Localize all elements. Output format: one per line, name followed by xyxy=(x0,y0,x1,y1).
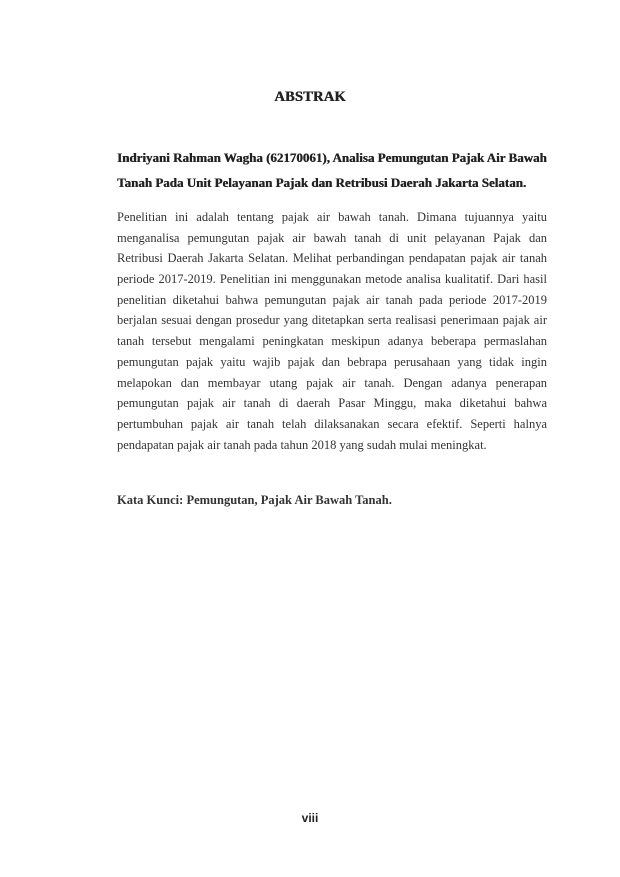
abstract-line: tanah tersebut mengalami peningkatan meskipun adanya beberapa permaslahan xyxy=(117,334,547,349)
abstract-line: penelitian diketahui bahwa pemungutan pajak air tanah pada periode 2017-2019 xyxy=(117,292,547,307)
abstract-line: melapokan dan membayar utang pajak air tanah. Dengan adanya penerapan xyxy=(117,375,547,390)
title-text: ABSTRAK xyxy=(274,89,346,105)
abstract-line: menganalisa pemungutan pajak air bawah tanah di unit pelayanan Pajak dan xyxy=(117,230,547,245)
page-number: viii xyxy=(301,811,319,825)
abstract-line: pendapatan pajak air tanah pada tahun 2018 yang sudah mulai meningkat. xyxy=(117,437,487,452)
abstract-line: pertumbuhan pajak air tanah telah dilaksanakan secara efektif. Seperti halnya xyxy=(117,416,547,431)
keywords: Kata Kunci: Pemungutan, Pajak Air Bawah Tanah. xyxy=(117,493,392,507)
abstract-body xyxy=(117,207,547,455)
abstract-line: pemungutan pajak air tanah di daerah Pasar Minggu, maka diketahui bahwa xyxy=(117,396,547,411)
byline-line-2: Tanah Pada Unit Pelayanan Pajak dan Retribusi Daerah Jakarta Selatan. xyxy=(117,175,527,190)
byline-line-1: Indriyani Rahman Wagha (62170061), Analisa Pemungutan Pajak Air Bawah xyxy=(117,150,547,165)
abstract-line: Penelitian ini adalah tentang pajak air bawah tanah. Dimana tujuannya yaitu xyxy=(117,210,547,224)
page-title xyxy=(0,89,620,106)
abstract-line: pemungutan pajak yaitu wajib pajak dan bebrapa perusahaan yang tidak ingin xyxy=(117,354,547,369)
author-byline xyxy=(117,145,547,195)
abstract-line: berjalan sesuai dengan prosedur yang ditetapkan serta realisasi penerimaan pajak air xyxy=(117,313,547,328)
abstract-line: periode 2017-2019. Penelitian ini menggunakan metode analisa kualitatif. Dari hasil xyxy=(117,272,547,287)
abstract-line: Retribusi Daerah Jakarta Selatan. Melihat perbandingan pendapatan pajak air tanah xyxy=(117,251,547,266)
